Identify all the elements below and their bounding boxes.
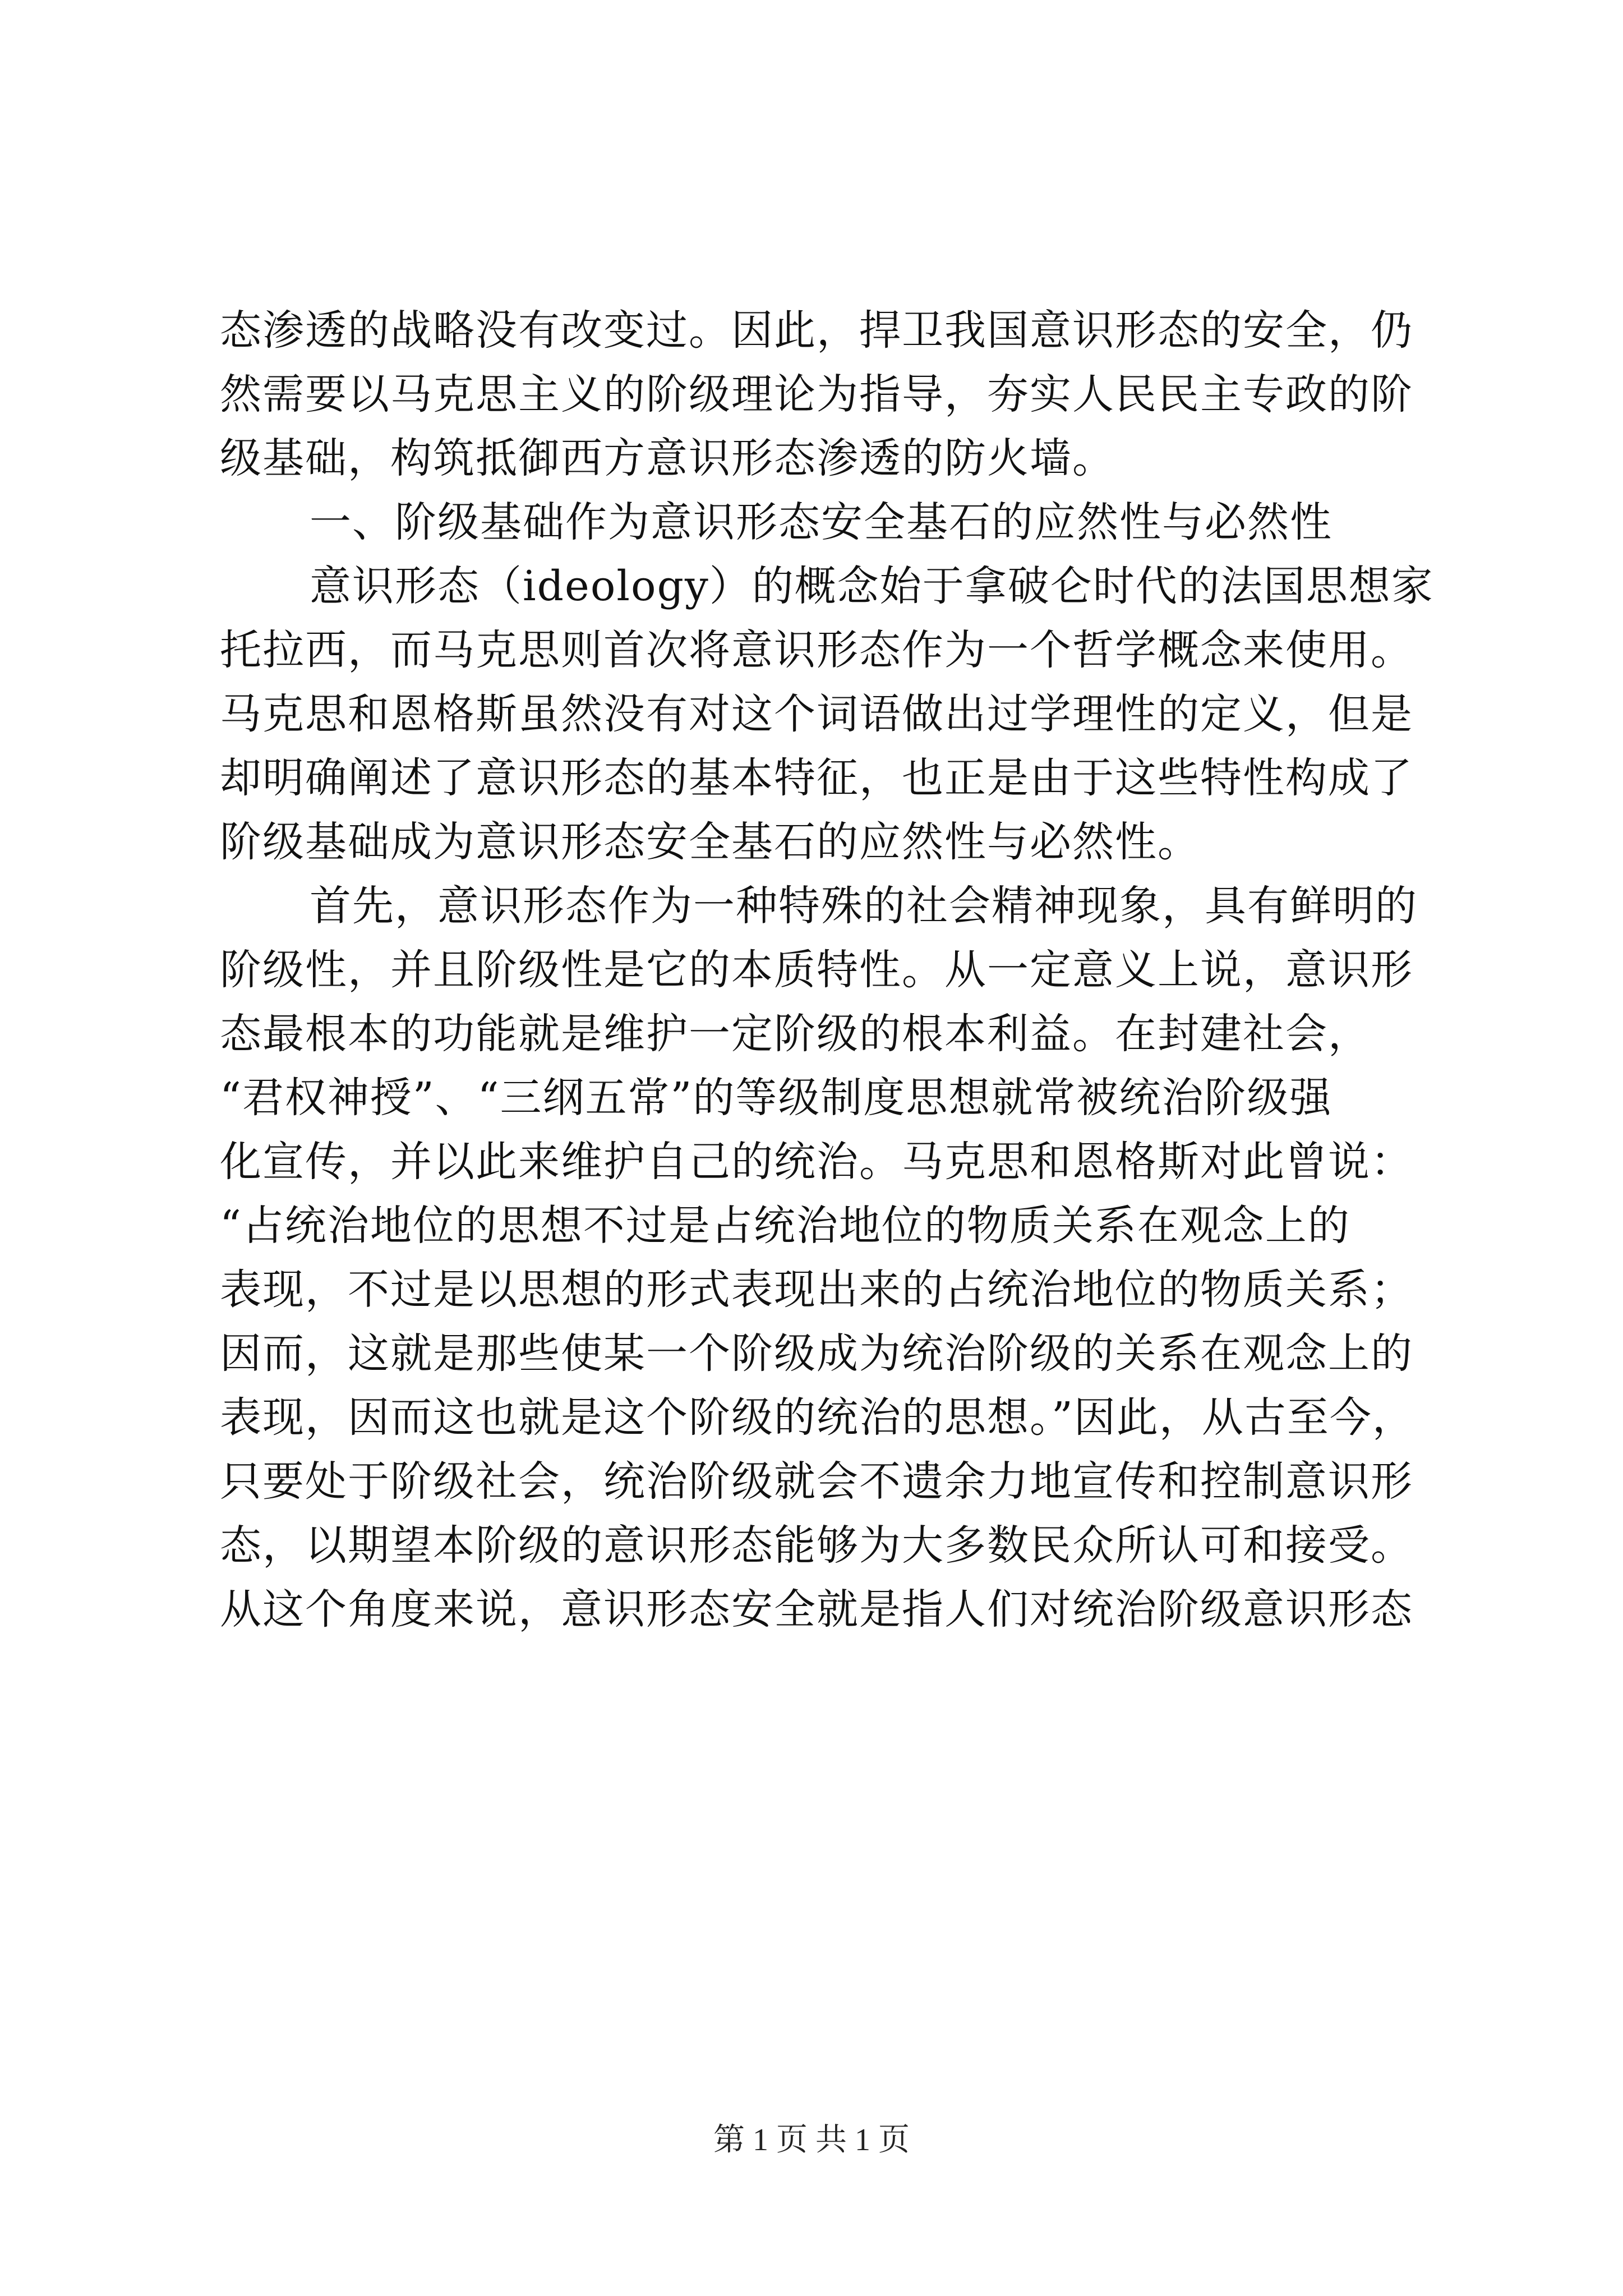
paragraph-line: 从这个角度来说，意识形态安全就是指人们对统治阶级意识形态	[220, 1585, 1413, 1634]
paragraph-line: 却明确阐述了意识形态的基本特征，也正是由于这些特性构成了	[220, 754, 1413, 802]
paragraph-line: 托拉西，而马克思则首次将意识形态作为一个哲学概念来使用。	[220, 626, 1413, 674]
paragraph-line: 态渗透的战略没有改变过。因此，捍卫我国意识形态的安全，仍	[220, 306, 1413, 355]
paragraph-line: “占统治地位的思想不过是占统治地位的物质关系在观念上的	[220, 1202, 1350, 1250]
section-heading: 一、阶级基础作为意识形态安全基石的应然性与必然性	[310, 498, 1332, 546]
page-footer	[0, 2115, 1623, 2160]
paragraph-line: 然需要以马克思主义的阶级理论为指导，夯实人民民主专政的阶	[220, 370, 1413, 418]
paragraph-line: 态，以期望本阶级的意识形态能够为大多数民众所认可和接受。	[220, 1521, 1413, 1570]
paragraph-line: 阶级性，并且阶级性是它的本质特性。从一定意义上说，意识形	[220, 946, 1413, 994]
paragraph-line: 表现，因而这也就是这个阶级的统治的思想。”因此，从古至今，	[220, 1393, 1415, 1442]
paragraph-line: 马克思和恩格斯虽然没有对这个词语做出过学理性的定义，但是	[220, 690, 1413, 738]
paragraph-line: “君权神授”、“三纲五常”的等级制度思想就常被统治阶级强	[220, 1074, 1332, 1122]
paragraph-line: 只要处于阶级社会，统治阶级就会不遗余力地宣传和控制意识形	[220, 1457, 1413, 1506]
paragraph-line: 意识形态（ideology）的概念始于拿破仑时代的法国思想家	[310, 562, 1434, 610]
paragraph-line: 表现，不过是以思想的形式表现出来的占统治地位的物质关系；	[220, 1266, 1413, 1314]
page-number-label: 第 1 页 共 1 页	[713, 2123, 910, 2157]
paragraph-line: 首先，意识形态作为一种特殊的社会精神现象，具有鲜明的	[310, 882, 1418, 930]
paragraph-line: 因而，这就是那些使某一个阶级成为统治阶级的关系在观念上的	[220, 1329, 1413, 1378]
paragraph-line: 化宣传，并以此来维护自己的统治。马克思和恩格斯对此曾说：	[220, 1138, 1413, 1186]
paragraph-line: 阶级基础成为意识形态安全基石的应然性与必然性。	[220, 818, 1200, 866]
paragraph-line: 级基础，构筑抵御西方意识形态渗透的防火墙。	[220, 434, 1115, 482]
paragraph-line: 态最根本的功能就是维护一定阶级的根本利益。在封建社会，	[220, 1010, 1371, 1058]
document-body	[220, 298, 1434, 1641]
